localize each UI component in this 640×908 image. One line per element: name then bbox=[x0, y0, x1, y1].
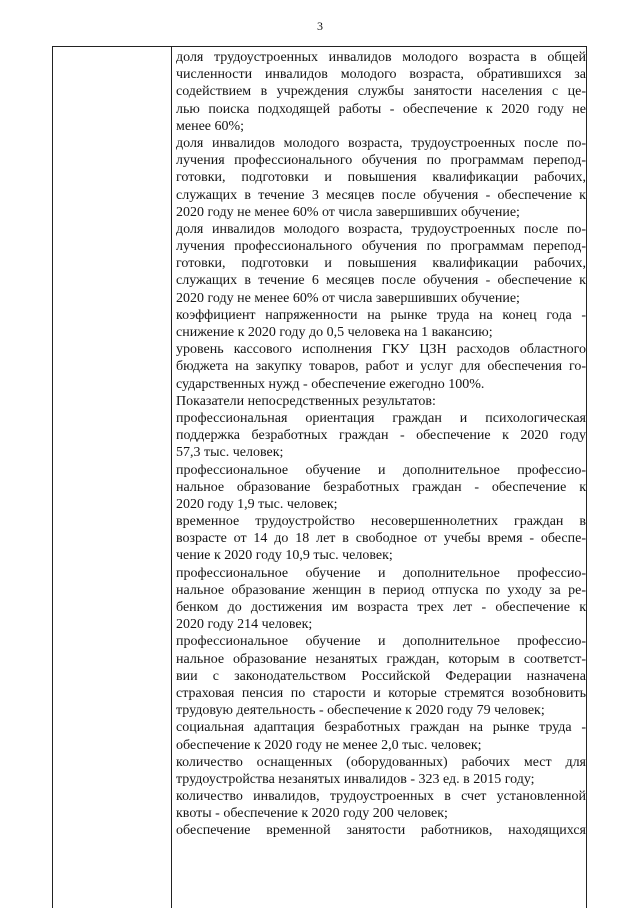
text-line: численности инвалидов молодого возраста, обратившихся за bbox=[176, 67, 586, 83]
text-line: лучения профессионального обучения по программам перепод- bbox=[176, 239, 586, 255]
page-number: 3 bbox=[317, 19, 323, 33]
text-line: профессиональное обучение и дополнительное профессио- bbox=[176, 634, 586, 650]
text-line: содействием в учреждения службы занятости населения с це- bbox=[176, 84, 586, 100]
text-line: 2020 году 1,9 тыс. человек; bbox=[176, 496, 338, 512]
text-line: трудовую деятельность - обеспечение к 2020 году 79 человек; bbox=[176, 703, 545, 719]
text-line: вии с законодательством Российской Федерации назначена bbox=[176, 668, 586, 684]
text-line: 2020 году 214 человек; bbox=[176, 617, 313, 633]
text-line: готовки, подготовки и повышения квалификации рабочих, bbox=[176, 170, 586, 186]
text-line: лучения профессионального обучения по программам перепод- bbox=[176, 153, 586, 169]
text-line: Показатели непосредственных результатов: bbox=[176, 393, 436, 409]
text-line: возрасте от 14 до 18 лет в свободное от учебы время - обеспе- bbox=[176, 531, 586, 547]
text-line: служащих в течение 6 месяцев после обучения - обеспечение к bbox=[176, 273, 586, 289]
text-line: профессиональная ориентация граждан и психологическая bbox=[176, 410, 586, 426]
text-line: бюджета на закупку товаров, работ и услуг для обеспечения го- bbox=[176, 359, 586, 375]
text-line: социальная адаптация безработных граждан на рынке труда - bbox=[176, 720, 586, 736]
text-line: временное трудоустройство несовершеннолетних граждан в bbox=[176, 514, 586, 530]
text-line: снижение к 2020 году до 0,5 человека на 1 вакансию; bbox=[176, 325, 493, 340]
text-line: страховая пенсия по старости и которые стремятся возобновить bbox=[176, 685, 586, 701]
text-line: обеспечение к 2020 году не менее 2,0 тыс. человек; bbox=[176, 737, 482, 753]
text-line: служащих в течение 3 месяцев после обучения - обеспечение к bbox=[176, 187, 586, 203]
text-cell bbox=[176, 49, 586, 840]
text-line: трудоустройства незанятых инвалидов - 323 ед. в 2015 году; bbox=[176, 771, 535, 787]
text-line: чение к 2020 году 10,9 тыс. человек; bbox=[176, 548, 393, 564]
text-line: доля инвалидов молодого возраста, трудоустроенных после по- bbox=[176, 135, 586, 151]
text-line: менее 60%; bbox=[176, 118, 245, 134]
text-line: профессиональное обучение и дополнительное профессио- bbox=[176, 565, 586, 581]
text-line: квоты - обеспечение к 2020 году 200 человек; bbox=[176, 806, 448, 822]
text-line: 57,3 тыс. человек; bbox=[176, 445, 284, 461]
text-line: обеспечение временной занятости работников, находящихся bbox=[176, 823, 586, 839]
text-line: доля трудоустроенных инвалидов молодого возраста в общей bbox=[176, 50, 586, 65]
text-line: сударственных нужд - обеспечение ежегодно 100%. bbox=[176, 376, 485, 392]
text-line: готовки, подготовки и повышения квалификации рабочих, bbox=[176, 256, 586, 272]
text-line: нальное образование незанятых граждан, которым в соответст- bbox=[176, 651, 586, 667]
text-line: 2020 году не менее 60% от числа завершивших обучение; bbox=[176, 204, 520, 220]
text-line: нальное образование женщин в период отпуска по уходу за ре- bbox=[176, 582, 586, 598]
text-line: профессиональное обучение и дополнительное профессио- bbox=[176, 462, 586, 478]
text-line: 2020 году не менее 60% от числа завершивших обучение; bbox=[176, 290, 520, 306]
text-line: уровень кассового исполнения ГКУ ЦЗН расходов областного bbox=[176, 342, 586, 358]
text-line: количество инвалидов, трудоустроенных в счет установленной bbox=[176, 789, 586, 805]
document-table bbox=[52, 46, 587, 908]
text-line: количество оснащенных (оборудованных) рабочих мест для bbox=[176, 754, 586, 770]
text-line: лью поиска подходящей работы - обеспечение к 2020 году не bbox=[176, 101, 586, 117]
text-line: бенком до достижения им возраста трех лет - обеспечение к bbox=[176, 600, 586, 615]
text-line: доля инвалидов молодого возраста, трудоустроенных после по- bbox=[176, 221, 586, 237]
text-line: нальное образование безработных граждан - обеспечение к bbox=[176, 479, 586, 495]
text-line: коэффициент напряженности на рынке труда на конец года - bbox=[176, 307, 586, 323]
empty-left-cell bbox=[53, 47, 172, 908]
text-line: поддержка безработных граждан - обеспечение к 2020 году bbox=[176, 428, 586, 444]
